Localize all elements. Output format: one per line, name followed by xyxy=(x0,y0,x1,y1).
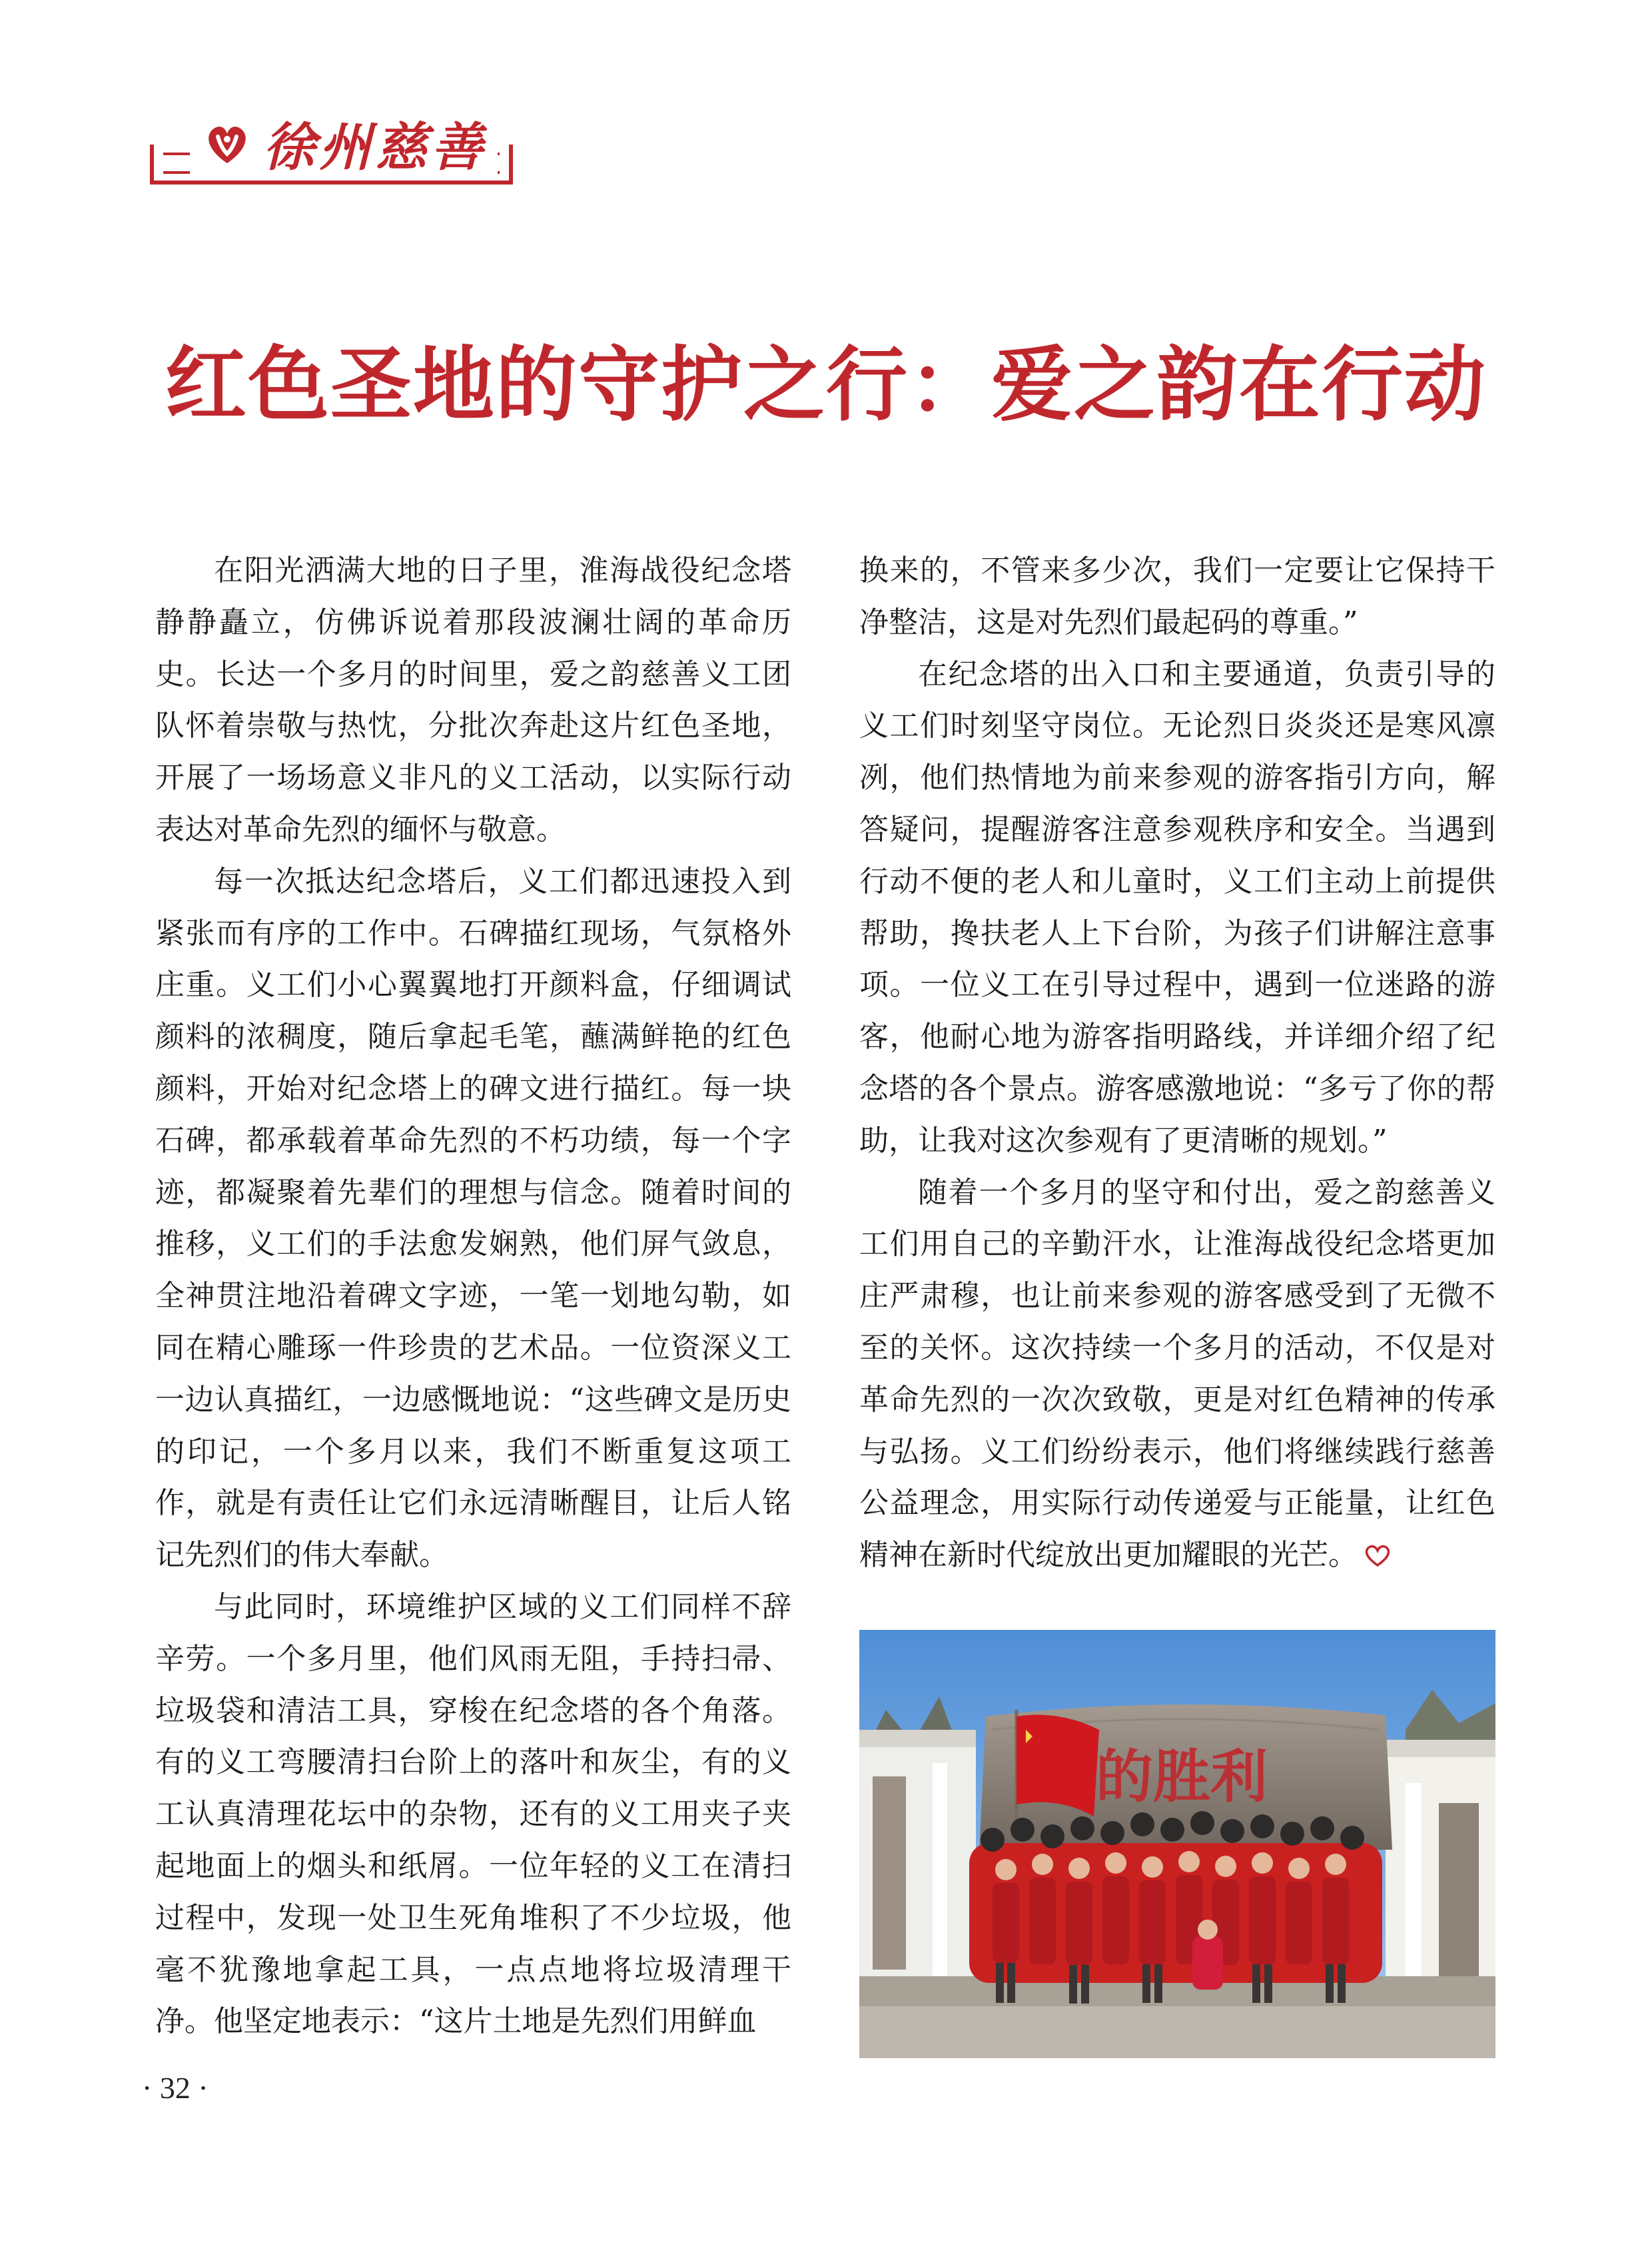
paragraph: 每一次抵达纪念塔后，义工们都迅速投入到紧张而有序的工作中。石碑描红现场，气氛格外庄重。义工们小心翼翼地打开颜料盒，仔细调试颜料的浓稠度，随后拿起毛笔，蘸满鲜艳的红色颜料，开始对纪念塔上的碑文进行描红。每一块石碑，都承载着革命先烈的不朽功绩，每一个字迹，都凝聚着先辈们的理想与信念。随着时间的推移，义工们的手法愈发娴熟，他们屏气敛息，全神贯注地沿着碑文字迹，一笔一划地勾勒，如同在精心雕琢一件珍贵的艺术品。一位资深义工一边认真描红，一边感慨地说：“这些碑文是历史的印记，一个多月以来，我们不断重复这项工作，就是有责任让它们永远清晰醒目，让后人铭记先烈们的伟大奉献。 xyxy=(155,864,791,1573)
paragraph-final xyxy=(859,1167,1495,1581)
column-banner xyxy=(150,110,513,190)
paragraph: 与此同时，环境维护区域的义工们同样不辞辛劳。一个多月里，他们风雨无阻，手持扫帚、垃圾袋和清洁工具，穿梭在纪念塔的各个角落。有的义工弯腰清扫台阶上的落叶和灰尘，有的义工认真清理花坛中的杂物，还有的义工用夹子夹起地面上的烟头和纸屑。一位年轻的义工在清扫过程中，发现一处卫生死角堆积了不少垃圾，他毫不犹豫地拿起工具，一点点地将垃圾清理干净。他坚定地表示：“这片土地是先烈们用鲜血 xyxy=(155,1589,791,2039)
group-photo-illustration xyxy=(859,1630,1495,2058)
left-column xyxy=(155,545,791,2048)
paragraph: 在阳光洒满大地的日子里，淮海战役纪念塔静静矗立，仿佛诉说着那段波澜壮阔的革命历史。长达一个多月的时间里，爱之韵慈善义工团队怀着崇敬与热忱，分批次奔赴这片红色圣地，开展了一场场意义非凡的义工活动，以实际行动表达对革命先烈的缅怀与敬意。 xyxy=(155,554,791,847)
right-column xyxy=(859,545,1495,1581)
page-number: · 32 · xyxy=(142,2071,208,2105)
paragraph-continued: 换来的，不管来多少次，我们一定要让它保持干净整洁，这是对先烈们最起码的尊重。” xyxy=(859,554,1495,639)
paragraph: 在纪念塔的出入口和主要通道，负责引导的义工们时刻坚守岗位。无论烈日炎炎还是寒风凛冽，他们热情地为前来参观的游客指引方向，解答疑问，提醒游客注意参观秩序和安全。当遇到行动不便的老人和儿童时，义工们主动上前提供帮助，搀扶老人上下台阶，为孩子们讲解注意事项。一位义工在引导过程中，遇到一位迷路的游客，他耐心地为游客指明路线，并详细介绍了纪念塔的各个景点。游客感激地说：“多亏了你的帮助，让我对这次参观有了更清晰的规划。” xyxy=(859,657,1495,1158)
paragraph-text: 随着一个多月的坚守和付出，爱之韵慈善义工们用自己的辛勤汗水，让淮海战役纪念塔更加庄严肃穆，也让前来参观的游客感受到了无微不至的关怀。这次持续一个多月的活动，不仅是对革命先烈的一次次致敬，更是对红色精神的传承与弘扬。义工们纷纷表示，他们将继续践行慈善公益理念，用实际行动传递爱与正能量，让红色精神在新时代绽放出更加耀眼的光芒。 xyxy=(859,1175,1495,1573)
article-title: 红色圣地的守护之行：爱之韵在行动 xyxy=(165,336,1487,432)
group-photo xyxy=(859,1630,1495,2058)
column-name: 徐州慈善 xyxy=(263,117,488,178)
stone-inscription: 的胜利 xyxy=(1096,1743,1268,1810)
logo-icon xyxy=(201,117,254,170)
banner-title xyxy=(190,110,498,177)
heart-icon xyxy=(1364,1545,1391,1567)
